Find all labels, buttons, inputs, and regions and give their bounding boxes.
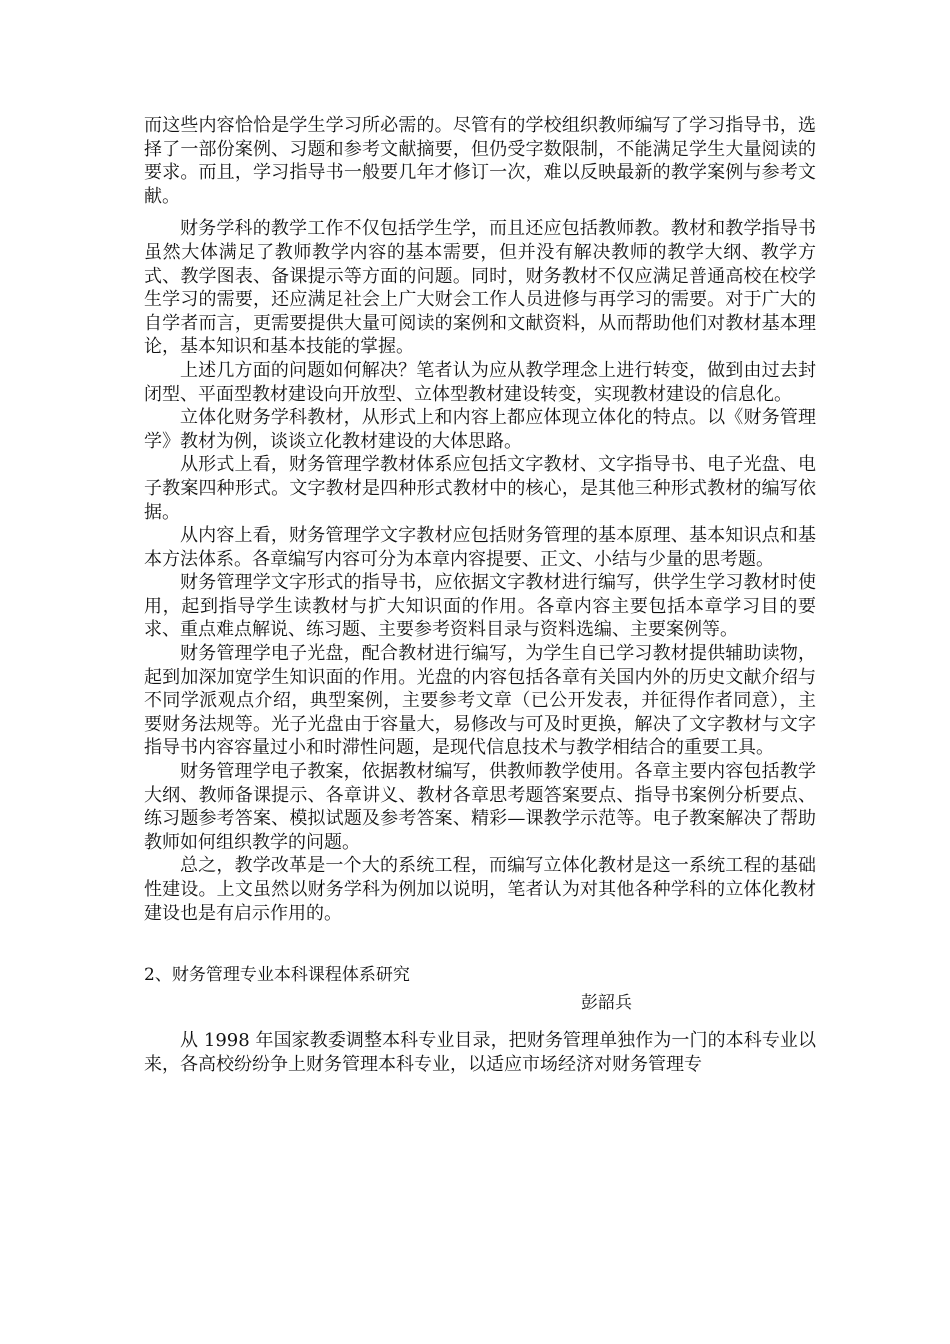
author-name: 彭韶兵 (581, 993, 632, 1014)
section-title: 2、财务管理专业本科课程体系研究 (144, 965, 410, 986)
paragraph: 上述几方面的问题如何解决？笔者认为应从教学理念上进行转变，做到由过去封闭型、平面型教材建设向开放型、立体型教材建设转变，实现教材建设的信息化。 (144, 359, 816, 405)
paragraph: 立体化财务学科教材，从形式上和内容上都应体现立体化的特点。以《财务管理学》教材为例，谈谈立化教材建设的大体思路。 (144, 407, 816, 452)
paragraph: 财务管理学电子教案，依据教材编写，供教师教学使用。各章主要内容包括教学大纲、教师备课提示、各章讲义、教材各章思考题答案要点、指导书案例分析要点、练习题参考答案、模拟试题及参考答案、精彩—课教学示范等。电子教案解决了帮助教师如何组织教学的问题。 (144, 761, 816, 853)
paragraph: 财务学科的教学工作不仅包括学生学，而且还应包括教师教。教材和教学指导书虽然大体满足了教师教学内容的基本需要，但并没有解决教师的教学大纲、教学方式、教学图表、备课提示等方面的问题。同时，财务教材不仅应满足普通高校在校学生学习的需要，还应满足社会上广大财会工作人员进修与再学习的需要。对于广大的自学者而言，更需要提供大量可阅读的案例和文献资料，从而帮助他们对教材基本理论，基本知识和基本技能的掌握。 (144, 218, 816, 358)
paragraph: 从形式上看，财务管理学教材体系应包括文字教材、文字指导书、电子光盘、电子教案四种形式。文字教材是四种形式教材中的核心，是其他三种形式教材的编写依据。 (144, 454, 816, 523)
paragraph-continuation: 而这些内容恰恰是学生学习所必需的。尽管有的学校组织教师编写了学习指导书，选择了一部份案例、习题和参考文献摘要，但仍受字数限制，不能满足学生大量阅读的要求。而且，学习指导书一般要几年才修订一次，难以反映最新的教学案例与参考文献。 (144, 115, 816, 207)
paragraph: 财务管理学文字形式的指导书，应依据文字教材进行编写，供学生学习教材时使用，起到指导学生读教材与扩大知识面的作用。各章内容主要包括本章学习目的要求、重点难点解说、练习题、主要参考资料目录与资料选编、主要案例等。 (144, 572, 816, 641)
paragraph: 从内容上看，财务管理学文字教材应包括财务管理的基本原理、基本知识点和基本方法体系。各章编写内容可分为本章内容提要、正文、小结与少量的思考题。 (144, 525, 816, 570)
paragraph: 财务管理学电子光盘，配合教材进行编写，为学生自已学习教材提供辅助读物，起到加深加宽学生知识面的作用。光盘的内容包括各章有关国内外的历史文献介绍与不同学派观点介绍，典型案例，主要参考文章（已公开发表，并征得作者同意），主要财务法规等。光子光盘由于容量大，易修改与可及时更换，解决了文字教材与文字指导书内容容量过小和时滞性问题，是现代信息技术与教学相结合的重要工具。 (144, 643, 816, 759)
document-page (144, 114, 816, 1076)
paragraph: 从 1998 年国家教委调整本科专业目录，把财务管理单独作为一门的本科专业以来，各高校纷纷争上财务管理本科专业，以适应市场经济对财务管理专 (144, 1030, 816, 1075)
paragraph: 总之，教学改革是一个大的系统工程，而编写立体化教材是这一系统工程的基础性建设。上文虽然以财务学科为例加以说明，笔者认为对其他各种学科的立体化教材建设也是有启示作用的。 (144, 855, 816, 924)
